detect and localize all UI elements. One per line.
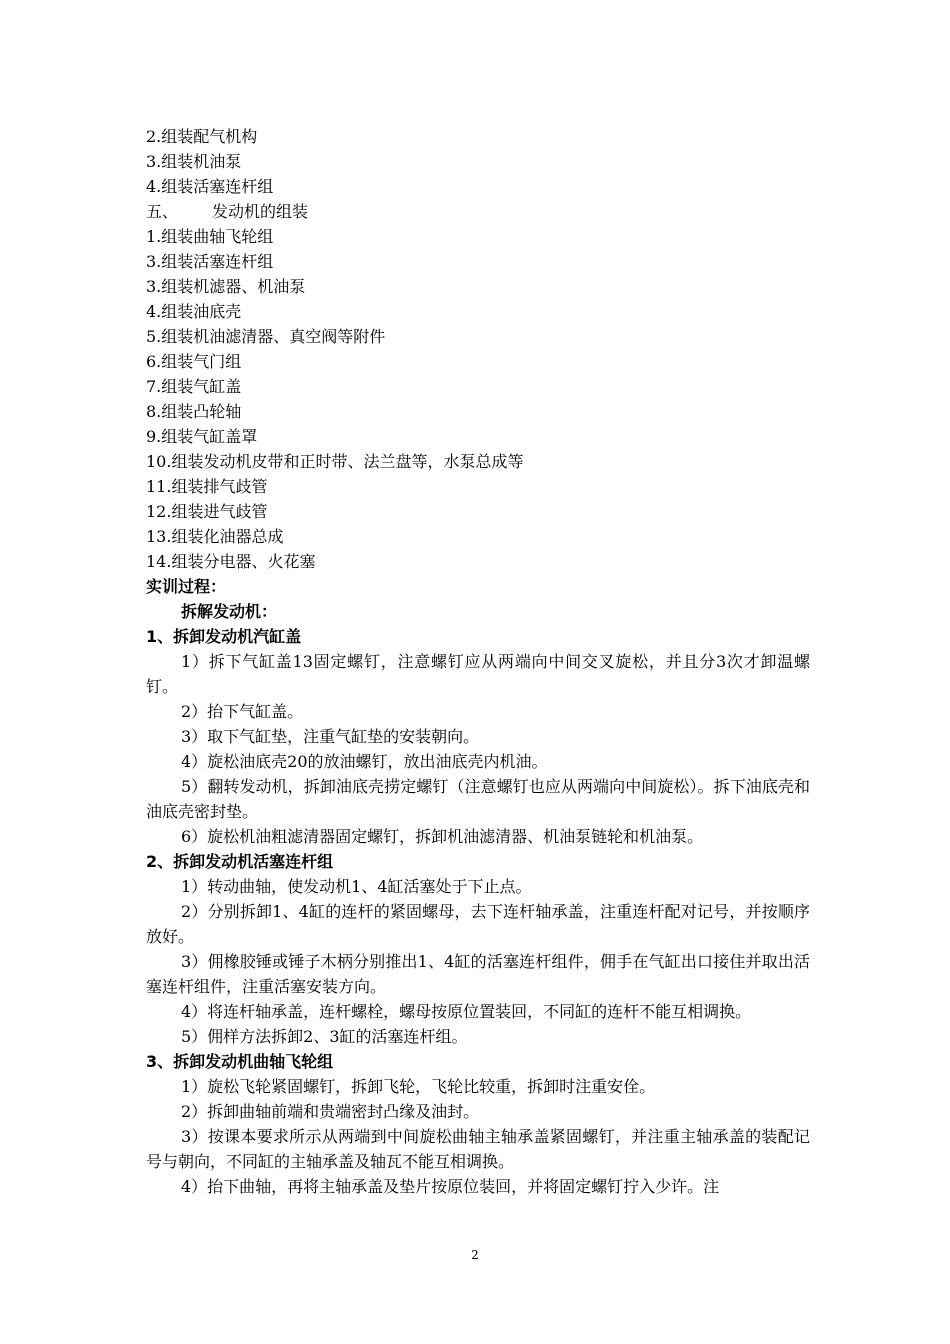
- paragraph: 2）拆卸曲轴前端和贵端密封凸缘及油封。: [181, 1102, 480, 1121]
- section-number: 五、: [146, 202, 179, 221]
- paragraph: 3）取下气缸垫，注重气缸垫的安装朝向。: [181, 727, 480, 746]
- list-item: 3.组装机油泵: [146, 152, 242, 171]
- list-item: 9.组装气缸盖罩: [146, 427, 258, 446]
- list-item: 13.组装化油器总成: [146, 527, 284, 546]
- paragraph: 3）按课本要求所示从两端到中间旋松曲轴主轴承盖紧固螺钉，并注重主轴承盖的装配记号与朝向，不同缸的主轴承盖及轴瓦不能互相调换。: [146, 1127, 810, 1171]
- list-item: 11.组装排气歧管: [146, 477, 268, 496]
- training-heading: 实训过程：: [146, 577, 227, 596]
- list-item: 12.组装进气歧管: [146, 502, 268, 521]
- disassembly-heading: 拆解发动机：: [181, 602, 278, 621]
- list-item: 6.组装气门组: [146, 352, 242, 371]
- paragraph: 1）转动曲轴，使发动机1、4缸活塞处于下止点。: [181, 877, 532, 896]
- section-title: 发动机的组装: [212, 202, 309, 221]
- list-item: 3.组装机滤器、机油泵: [146, 277, 306, 296]
- paragraph: 4）抬下曲轴，再将主轴承盖及垫片按原位装回，并将固定螺钉拧入少许。注: [181, 1177, 720, 1196]
- paragraph: 3）佣橡胶锤或锤子木柄分别推出1、4缸的活塞连杆组件，佣手在气缸出口接住并取出活塞连杆组件，注重活塞安装方向。: [146, 952, 810, 996]
- paragraph: 1）拆下气缸盖13固定螺钉，注意螺钉应从两端向中间交叉旋松，并且分3次才卸温螺钉。: [146, 652, 810, 696]
- paragraph: 4）将连杆轴承盖，连杆螺栓，螺母按原位置装回，不同缸的连杆不能互相调换。: [181, 1002, 752, 1021]
- list-item: 14.组装分电器、火花塞: [146, 552, 316, 571]
- list-item: 2.组装配气机构: [146, 127, 258, 146]
- list-item: 1.组装曲轴飞轮组: [146, 227, 274, 246]
- paragraph: 4）旋松油底壳20的放油螺钉，放出油底壳内机油。: [181, 752, 548, 771]
- paragraph: 2）分别拆卸1、4缸的连杆的紧固螺母，去下连杆轴承盖，注重连杆配对记号，并按顺序放好。: [146, 902, 810, 946]
- paragraph: 6）旋松机油粗滤清器固定螺钉，拆卸机油滤清器、机油泵链轮和机油泵。: [181, 827, 704, 846]
- section-heading: 2、拆卸发动机活塞连杆组: [146, 852, 334, 871]
- list-item: 4.组装油底壳: [146, 302, 242, 321]
- paragraph: 2）抬下气缸盖。: [181, 702, 304, 721]
- page-body: [146, 124, 810, 1199]
- paragraph: 5）佣样方法拆卸2、3缸的活塞连杆组。: [181, 1027, 468, 1046]
- list-item: 5.组装机油滤清器、真空阀等附件: [146, 327, 386, 346]
- page-number: 2: [471, 1248, 479, 1262]
- section-heading: 1、拆卸发动机汽缸盖: [146, 627, 302, 646]
- list-item: 10.组装发动机皮带和正时带、法兰盘等，水泵总成等: [146, 452, 524, 471]
- list-item: 3.组装活塞连杆组: [146, 252, 274, 271]
- list-item: 4.组装活塞连杆组: [146, 177, 274, 196]
- section-heading-five: [146, 199, 810, 224]
- section-heading: 3、拆卸发动机曲轴飞轮组: [146, 1052, 334, 1071]
- list-item: 7.组装气缸盖: [146, 377, 242, 396]
- paragraph: 5）翻转发动机，拆卸油底壳捞定螺钉（注意螺钉也应从两端向中间旋松）。拆下油底壳和油底壳密封垫。: [146, 777, 810, 821]
- paragraph: 1）旋松飞轮紧固螺钉，拆卸飞轮，飞轮比较重，拆卸时注重安佺。: [181, 1077, 656, 1096]
- list-item: 8.组装凸轮轴: [146, 402, 242, 421]
